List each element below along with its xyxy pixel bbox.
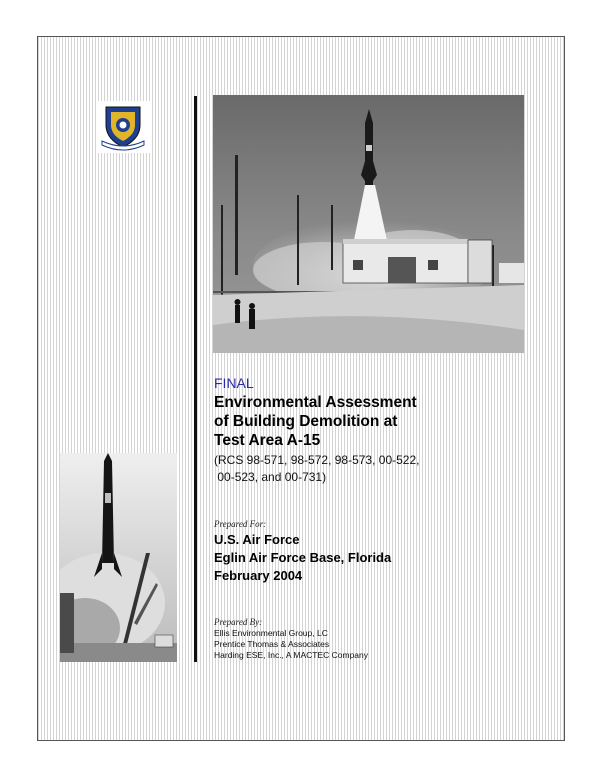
document-status: FINAL	[214, 375, 254, 391]
prepared-for-block	[214, 519, 534, 585]
prepared-by-line: Harding ESE, Inc., A MACTEC Company	[214, 650, 369, 660]
rcs-line: (RCS 98-571, 98-572, 98-573, 00-522,	[214, 453, 420, 467]
cover-page	[37, 36, 565, 741]
prepared-by-line: Prentice Thomas & Associates	[214, 639, 330, 649]
prepared-by-block	[214, 617, 534, 661]
document-title	[214, 393, 534, 450]
title-line: Environmental Assessment	[214, 394, 417, 411]
missile-on-launcher-photo	[60, 453, 177, 662]
air-force-seal-icon	[96, 101, 150, 153]
vertical-divider	[194, 96, 197, 662]
title-block	[214, 375, 534, 486]
prepared-for-label: Prepared For:	[214, 519, 267, 529]
rcs-line: 00-523, and 00-731)	[217, 470, 327, 484]
prepared-for-line: U.S. Air Force	[214, 532, 300, 547]
title-line: Test Area A-15	[214, 432, 321, 449]
rcs-numbers	[214, 452, 534, 486]
title-line: of Building Demolition at	[214, 413, 398, 430]
prepared-by-line: Ellis Environmental Group, LC	[214, 628, 328, 638]
prepared-by-label: Prepared By:	[214, 617, 263, 627]
prepared-for-line: Eglin Air Force Base, Florida	[214, 550, 392, 565]
prepared-for-line: February 2004	[214, 568, 303, 583]
missile-launch-photo	[213, 95, 524, 353]
prepared-by-lines	[214, 628, 534, 661]
prepared-for-lines	[214, 531, 534, 585]
